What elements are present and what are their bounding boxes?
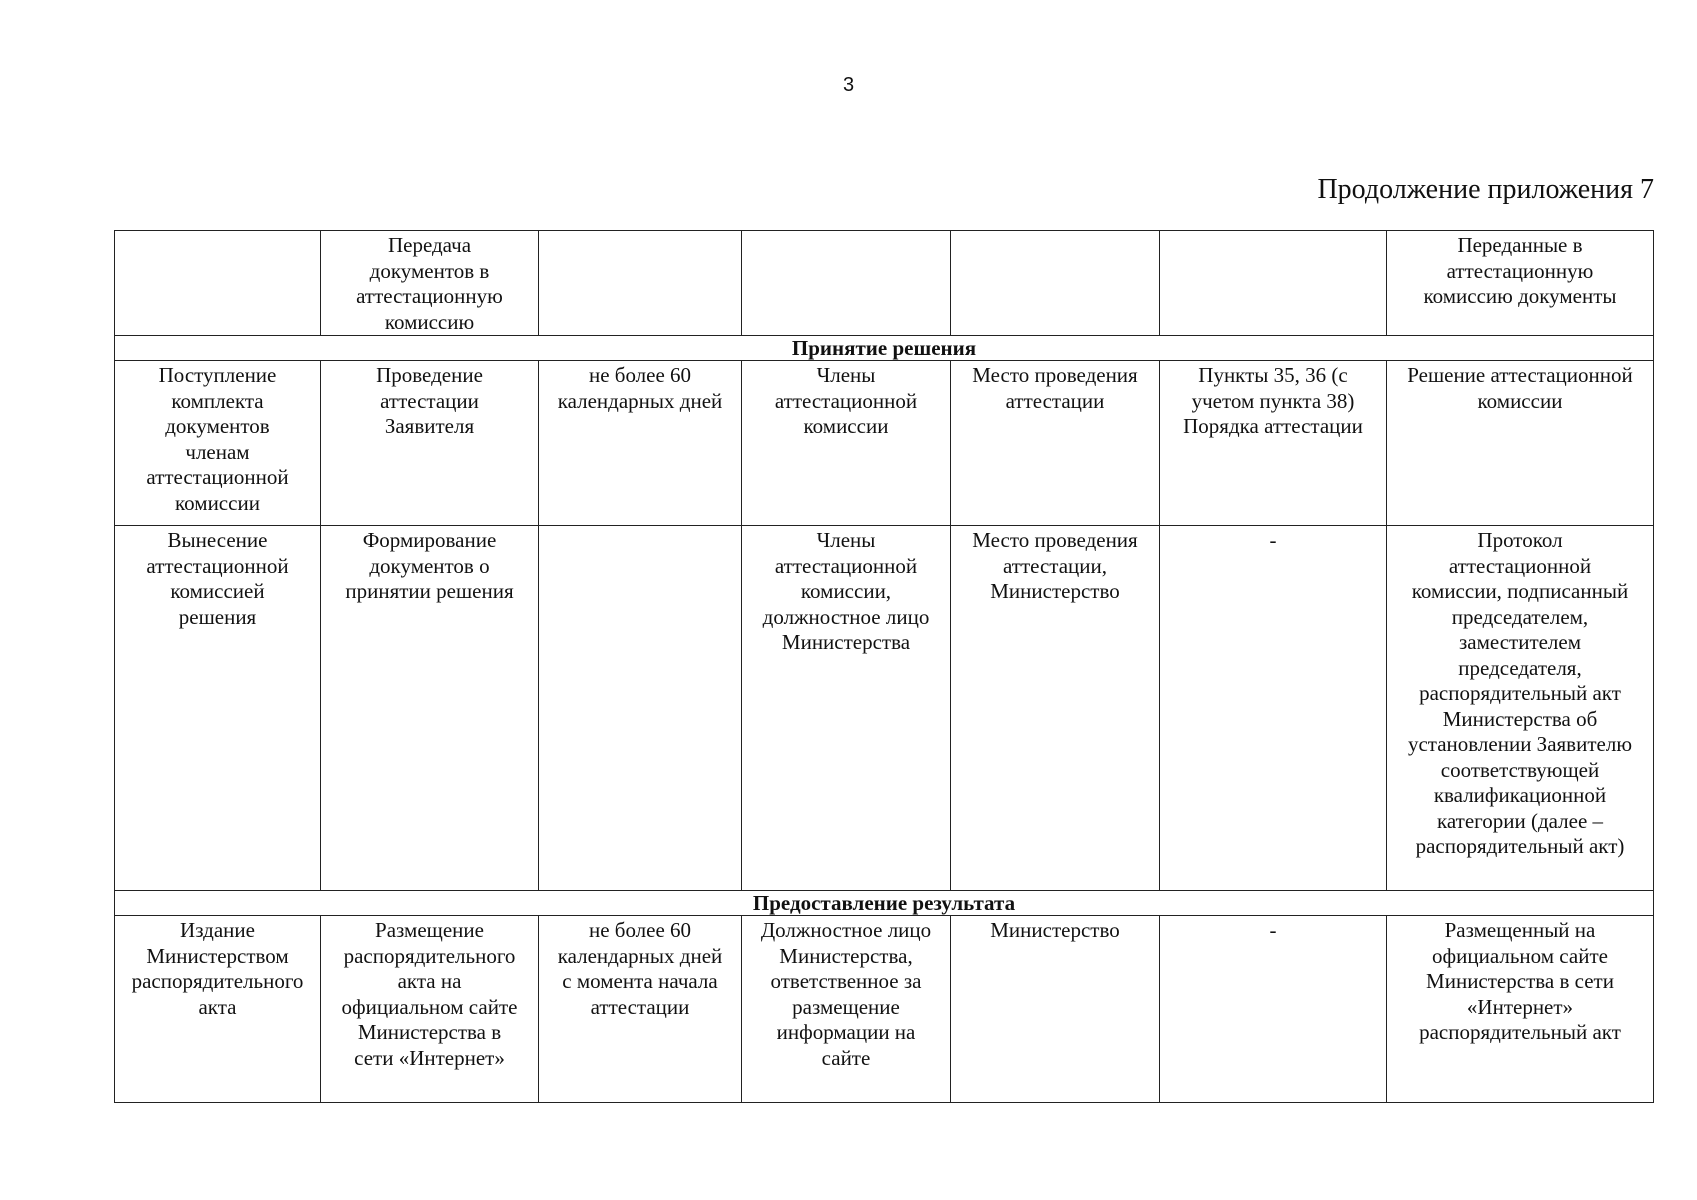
table-cell <box>742 361 951 526</box>
cell-text: Размещение распорядительного акта на официальном сайте Министерства в сети «Интернет» <box>341 918 518 1070</box>
procedure-table <box>114 230 1654 1103</box>
cell-text: не более 60 календарных дней <box>557 363 723 413</box>
table-cell <box>539 916 742 1103</box>
cell-text: не более 60 календарных дней с момента начала аттестации <box>557 918 723 1019</box>
cell-text: Передача документов в аттестационную комиссию <box>356 233 503 334</box>
table-cell <box>951 361 1160 526</box>
table-cell <box>1387 231 1654 336</box>
table-cell <box>1160 231 1387 336</box>
table-cell <box>742 916 951 1103</box>
table-row <box>115 916 1654 1103</box>
cell-text: Поступление комплекта документов членам аттестационной комиссии <box>146 363 289 515</box>
cell-text: Проведение аттестации Заявителя <box>376 363 483 438</box>
cell-text: Решение аттестационной комиссии <box>1407 363 1633 413</box>
table-cell <box>321 361 539 526</box>
table-cell <box>951 526 1160 891</box>
table-cell <box>321 526 539 891</box>
table-cell <box>321 231 539 336</box>
cell-text: Пункты 35, 36 (с учетом пункта 38) Порядка аттестации <box>1183 363 1363 438</box>
cell-text: Протокол аттестационной комиссии, подписанный председателем, заместителем председателя, распорядительный акт Министерства об установлении Заявителю соответствующей квалификационной категории (далее – распорядительный акт) <box>1407 528 1633 858</box>
table-cell <box>115 916 321 1103</box>
table-cell <box>1160 361 1387 526</box>
table-cell <box>115 361 321 526</box>
table-cell <box>1387 916 1654 1103</box>
table-body <box>115 231 1654 1103</box>
page-number: 3 <box>842 74 855 96</box>
table-cell <box>1160 916 1387 1103</box>
table-row <box>115 526 1654 891</box>
cell-text: Вынесение аттестационной комиссией решения <box>146 528 289 629</box>
cell-text: Члены аттестационной комиссии, должностное лицо Министерства <box>762 528 930 654</box>
table-cell <box>539 526 742 891</box>
appendix-heading: Продолжение приложения 7 <box>1317 174 1654 205</box>
section-row <box>115 336 1654 361</box>
table-cell <box>539 361 742 526</box>
table-cell <box>321 916 539 1103</box>
table-cell <box>951 916 1160 1103</box>
cell-text: Должностное лицо Министерства, ответственное за размещение информации на сайте <box>760 918 932 1070</box>
table-cell <box>742 231 951 336</box>
table-cell <box>742 526 951 891</box>
section-title: Принятие решения <box>115 336 1654 361</box>
section-title: Предоставление результата <box>115 891 1654 916</box>
table-cell <box>1387 526 1654 891</box>
table-row <box>115 231 1654 336</box>
cell-text: Место проведения аттестации, Министерство <box>972 528 1138 603</box>
cell-text: Издание Министерством распорядительного акта <box>131 918 304 1019</box>
section-row <box>115 891 1654 916</box>
cell-text: Формирование документов о принятии решения <box>345 528 514 603</box>
cell-text: - <box>1269 918 1277 942</box>
table-cell <box>1160 526 1387 891</box>
cell-text: Переданные в аттестационную комиссию документы <box>1423 233 1617 308</box>
cell-text: Члены аттестационной комиссии <box>774 363 918 438</box>
table-cell <box>115 231 321 336</box>
table-cell <box>115 526 321 891</box>
cell-text: - <box>1269 528 1277 552</box>
cell-text: Размещенный на официальном сайте Министерства в сети «Интернет» распорядительный акт <box>1419 918 1621 1044</box>
table-cell <box>1387 361 1654 526</box>
table-cell <box>951 231 1160 336</box>
table-row <box>115 361 1654 526</box>
cell-text: Министерство <box>990 918 1120 942</box>
table-cell <box>539 231 742 336</box>
cell-text: Место проведения аттестации <box>972 363 1138 413</box>
